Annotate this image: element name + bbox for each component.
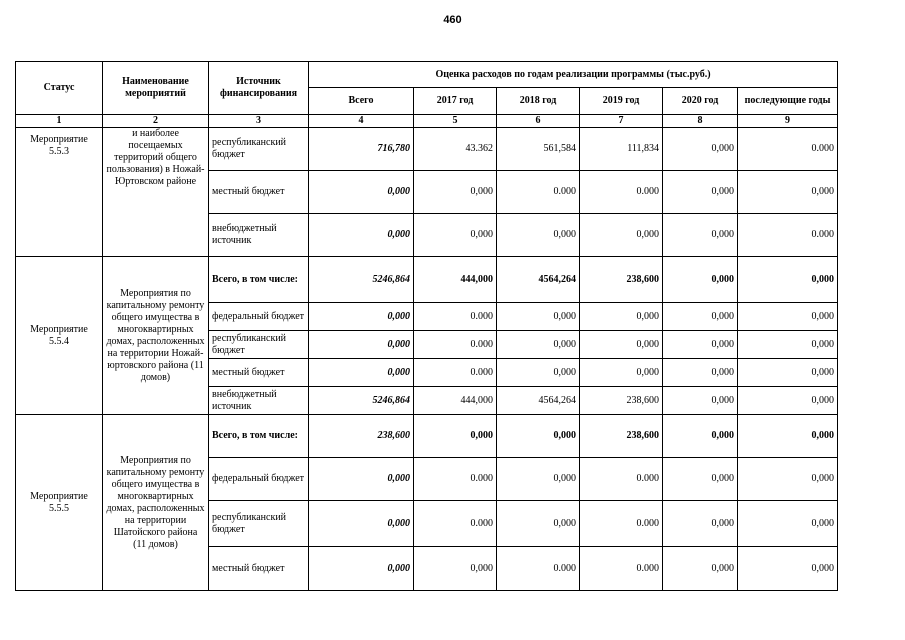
total-cell: 0,000 (309, 547, 414, 591)
value-2020-cell: 0,000 (663, 171, 738, 214)
table-row (16, 415, 838, 458)
source-cell: местный бюджет (209, 547, 309, 591)
value-2018-cell: 561,584 (497, 128, 580, 171)
value-2018-cell: 0,000 (497, 501, 580, 547)
value-2019-cell: 0.000 (580, 171, 663, 214)
value-2020-cell: 0,000 (663, 547, 738, 591)
header-source: Источник финансирования (209, 62, 309, 115)
value-2018-cell: 0.000 (497, 547, 580, 591)
value-2020-cell: 0,000 (663, 458, 738, 501)
value-2019-cell: 0.000 (580, 547, 663, 591)
value-later-cell: 0,000 (738, 458, 838, 501)
value-2018-cell: 4564,264 (497, 387, 580, 415)
total-cell: 0,000 (309, 171, 414, 214)
total-cell: 716,780 (309, 128, 414, 171)
value-2020-cell: 0,000 (663, 128, 738, 171)
source-cell: республиканский бюджет (209, 331, 309, 359)
value-2018-cell: 0,000 (497, 458, 580, 501)
value-later-cell: 0.000 (738, 128, 838, 171)
source-cell: Всего, в том числе: (209, 257, 309, 303)
source-cell: федеральный бюджет (209, 458, 309, 501)
header-later: последующие годы (738, 88, 838, 115)
status-cell: Мероприятие 5.5.4 (16, 257, 103, 415)
total-cell: 0,000 (309, 303, 414, 331)
value-2017-cell: 0,000 (414, 214, 497, 257)
header-estimate: Оценка расходов по годам реализации программы (тыс.руб.) (309, 62, 838, 88)
value-2019-cell: 0,000 (580, 359, 663, 387)
status-cell: Мероприятие 5.5.3 (16, 128, 103, 257)
activity-name-cell: Мероприятия по капитальному ремонту общего имущества в многоквартирных домах, расположенных на территории Ножай-юртовского района (11 домов) (103, 257, 209, 415)
header-2017: 2017 год (414, 88, 497, 115)
total-cell: 0,000 (309, 214, 414, 257)
total-cell: 5246,864 (309, 257, 414, 303)
value-2020-cell: 0,000 (663, 214, 738, 257)
value-2020-cell: 0,000 (663, 331, 738, 359)
page-number: 460 (443, 14, 462, 26)
value-later-cell: 0,000 (738, 387, 838, 415)
table-row (16, 257, 838, 303)
value-2018-cell: 0,000 (497, 415, 580, 458)
value-later-cell: 0,000 (738, 359, 838, 387)
budget-table (15, 61, 838, 591)
header-status: Статус (16, 62, 103, 115)
value-later-cell: 0,000 (738, 547, 838, 591)
value-2017-cell: 0.000 (414, 501, 497, 547)
source-cell: Всего, в том числе: (209, 415, 309, 458)
value-2018-cell: 4564,264 (497, 257, 580, 303)
value-2020-cell: 0,000 (663, 415, 738, 458)
column-number: 1 (16, 115, 103, 128)
column-number: 4 (309, 115, 414, 128)
value-2018-cell: 0,000 (497, 303, 580, 331)
source-cell: внебюджетный источник (209, 214, 309, 257)
column-number: 2 (103, 115, 209, 128)
column-number-row (16, 115, 838, 128)
activity-name-cell: и наиболее посещаемых территорий общего пользования) в Ножай-Юртовском районе (103, 128, 209, 257)
column-number: 3 (209, 115, 309, 128)
total-cell: 0,000 (309, 501, 414, 547)
column-number: 8 (663, 115, 738, 128)
value-later-cell: 0.000 (738, 214, 838, 257)
value-2017-cell: 0,000 (414, 171, 497, 214)
value-2018-cell: 0.000 (497, 171, 580, 214)
source-cell: местный бюджет (209, 171, 309, 214)
value-2020-cell: 0,000 (663, 257, 738, 303)
source-cell: федеральный бюджет (209, 303, 309, 331)
status-cell: Мероприятие 5.5.5 (16, 415, 103, 591)
value-2020-cell: 0,000 (663, 501, 738, 547)
value-2018-cell: 0,000 (497, 359, 580, 387)
value-2020-cell: 0,000 (663, 359, 738, 387)
value-2017-cell: 0,000 (414, 547, 497, 591)
total-cell: 5246,864 (309, 387, 414, 415)
total-cell: 238,600 (309, 415, 414, 458)
value-2018-cell: 0,000 (497, 331, 580, 359)
header-2020: 2020 год (663, 88, 738, 115)
value-2019-cell: 0,000 (580, 331, 663, 359)
header-2019: 2019 год (580, 88, 663, 115)
value-2017-cell: 0.000 (414, 359, 497, 387)
value-2017-cell: 0.000 (414, 303, 497, 331)
total-cell: 0,000 (309, 331, 414, 359)
total-cell: 0,000 (309, 359, 414, 387)
value-later-cell: 0,000 (738, 331, 838, 359)
value-2019-cell: 238,600 (580, 387, 663, 415)
value-2019-cell: 111,834 (580, 128, 663, 171)
column-number: 9 (738, 115, 838, 128)
value-2017-cell: 0.000 (414, 331, 497, 359)
column-number: 5 (414, 115, 497, 128)
header-total: Всего (309, 88, 414, 115)
value-2019-cell: 238,600 (580, 257, 663, 303)
value-2017-cell: 0.000 (414, 458, 497, 501)
value-2017-cell: 43.362 (414, 128, 497, 171)
value-2020-cell: 0,000 (663, 303, 738, 331)
value-later-cell: 0,000 (738, 501, 838, 547)
value-later-cell: 0,000 (738, 257, 838, 303)
value-2019-cell: 0.000 (580, 458, 663, 501)
column-number: 6 (497, 115, 580, 128)
value-later-cell: 0,000 (738, 415, 838, 458)
table-row (16, 128, 838, 171)
value-2019-cell: 0.000 (580, 501, 663, 547)
value-later-cell: 0,000 (738, 171, 838, 214)
value-2019-cell: 238,600 (580, 415, 663, 458)
value-later-cell: 0,000 (738, 303, 838, 331)
source-cell: республиканский бюджет (209, 128, 309, 171)
header-name: Наименование мероприятий (103, 62, 209, 115)
value-2020-cell: 0,000 (663, 387, 738, 415)
source-cell: местный бюджет (209, 359, 309, 387)
value-2017-cell: 0,000 (414, 415, 497, 458)
value-2019-cell: 0,000 (580, 214, 663, 257)
value-2018-cell: 0,000 (497, 214, 580, 257)
source-cell: республиканский бюджет (209, 501, 309, 547)
value-2017-cell: 444,000 (414, 387, 497, 415)
column-number: 7 (580, 115, 663, 128)
header-2018: 2018 год (497, 88, 580, 115)
activity-name-cell: Мероприятия по капитальному ремонту общего имущества в многоквартирных домах, расположенных на территории Шатойского района (11 домов) (103, 415, 209, 591)
value-2019-cell: 0,000 (580, 303, 663, 331)
total-cell: 0,000 (309, 458, 414, 501)
source-cell: внебюджетный источник (209, 387, 309, 415)
value-2017-cell: 444,000 (414, 257, 497, 303)
